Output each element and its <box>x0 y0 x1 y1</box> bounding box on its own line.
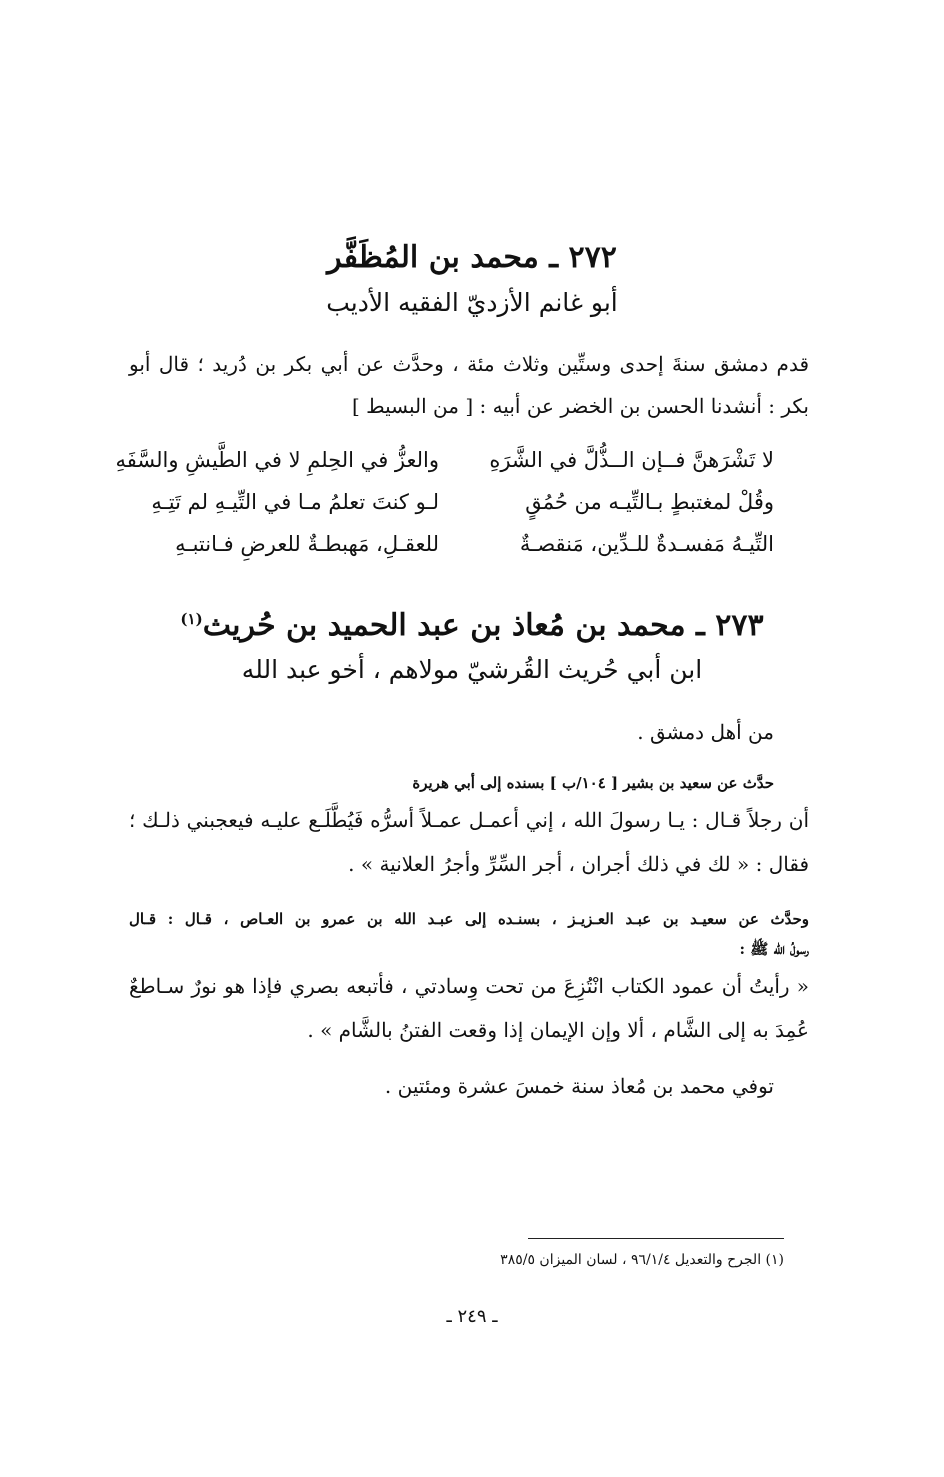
isnad-line: رسولُ الله ﷺ : <box>739 940 809 958</box>
hadith-line: أن رجلاً قـال : يـا رسولَ الله ، إني أعمـل عمـلاً أسرُّه فَيُطَّلَـع عليـه فيعجبني ذلـك ؛ <box>129 808 809 832</box>
entry-273-heading-wrap <box>0 608 944 643</box>
hadith-line: « رأيتُ أن عمود الكتاب انْتُزِعَ من تحت وِسادتي ، فأتبعه بصري فإذا هو نورٌ سـاطعٌ <box>129 974 809 998</box>
footnote: (١) الجرح والتعديل ٩٦/١/٤ ، لسان الميزان ٣٨٥/٥ <box>500 1252 784 1268</box>
entry-273-origin: من أهل دمشق . <box>637 720 774 744</box>
poem-first-hemistich: التِّيـهُ مَفسـدةٌ للـدِّين، مَنقصـةٌ <box>519 532 774 556</box>
page-number: ـ ٢٤٩ ـ <box>446 1306 498 1327</box>
poem-first-hemistich: وقُلْ لمغتبطٍ بـالتِّيـه من حُمُقٍ <box>525 490 774 514</box>
poem-second-hemistich: لـو كنتَ تعلمُ مـا في التِّيـهِ لم تَتِـهِ <box>151 490 439 514</box>
poem-verse <box>151 490 774 520</box>
poem-verse <box>115 448 774 478</box>
entry-273-subtitle: ابن أبي حُريث القُرشيّ مولاهم ، أخو عبد الله <box>241 655 703 684</box>
entry-272-para-line: بكر : أنشدنا الحسن بن الخضر عن أبيه : [ من البسيط ] <box>351 394 809 418</box>
entry-272-heading: ٢٧٢ ـ محمد بن المُظَفَّر <box>327 240 617 275</box>
death-note: توفي محمد بن مُعاذ سنة خمسَ عشرة ومئتين . <box>384 1074 774 1098</box>
hadith-line: فقال : « لك في ذلك أجران ، أجر السِّرِّ وأجرُ العلانية » . <box>348 852 809 876</box>
poem-first-hemistich: لا تَشْرَهنَّ فــإن الــذُّلَّ في الشَّرَهِ <box>489 448 774 472</box>
hadith-line: عُمِدَ به إلى الشَّام ، ألا وإن الإيمان إذا وقعت الفتنُ بالشَّام » . <box>307 1018 809 1042</box>
entry-272-subtitle: أبو غانم الأزديّ الفقيه الأديب <box>326 288 618 317</box>
entry-272-para-line: قدم دمشق سنةَ إحدى وستِّين وثلاث مئة ، وحدَّث عن أبي بكر بن دُريد ؛ قال أبو <box>129 352 809 376</box>
isnad-line: وحدَّث عن سعيـد بن عبـد العـزيـز ، بسنـده إلى عبـد الله بن عمرو بن العـاص ، قـال : قـال <box>129 910 809 928</box>
poem-verse <box>164 532 774 562</box>
footnote-divider <box>528 1238 784 1239</box>
poem-second-hemistich: والعزُّ في الحِلمِ لا في الطَّيشِ والسَّفَهِ <box>115 448 439 472</box>
entry-273-heading: ٢٧٣ ـ محمد بن مُعاذ بن عبد الحميد بن حُريث <box>202 608 764 643</box>
poem-second-hemistich: للعقـلِ، مَهبطـةٌ للعرضِ فـانتبـهِ <box>175 532 439 556</box>
isnad-line: حدَّث عن سعيد بن بشير [ ١٠٤/ب ] بسنده إلى أبي هريرة <box>412 774 774 792</box>
footnote-marker: (١) <box>180 610 203 628</box>
